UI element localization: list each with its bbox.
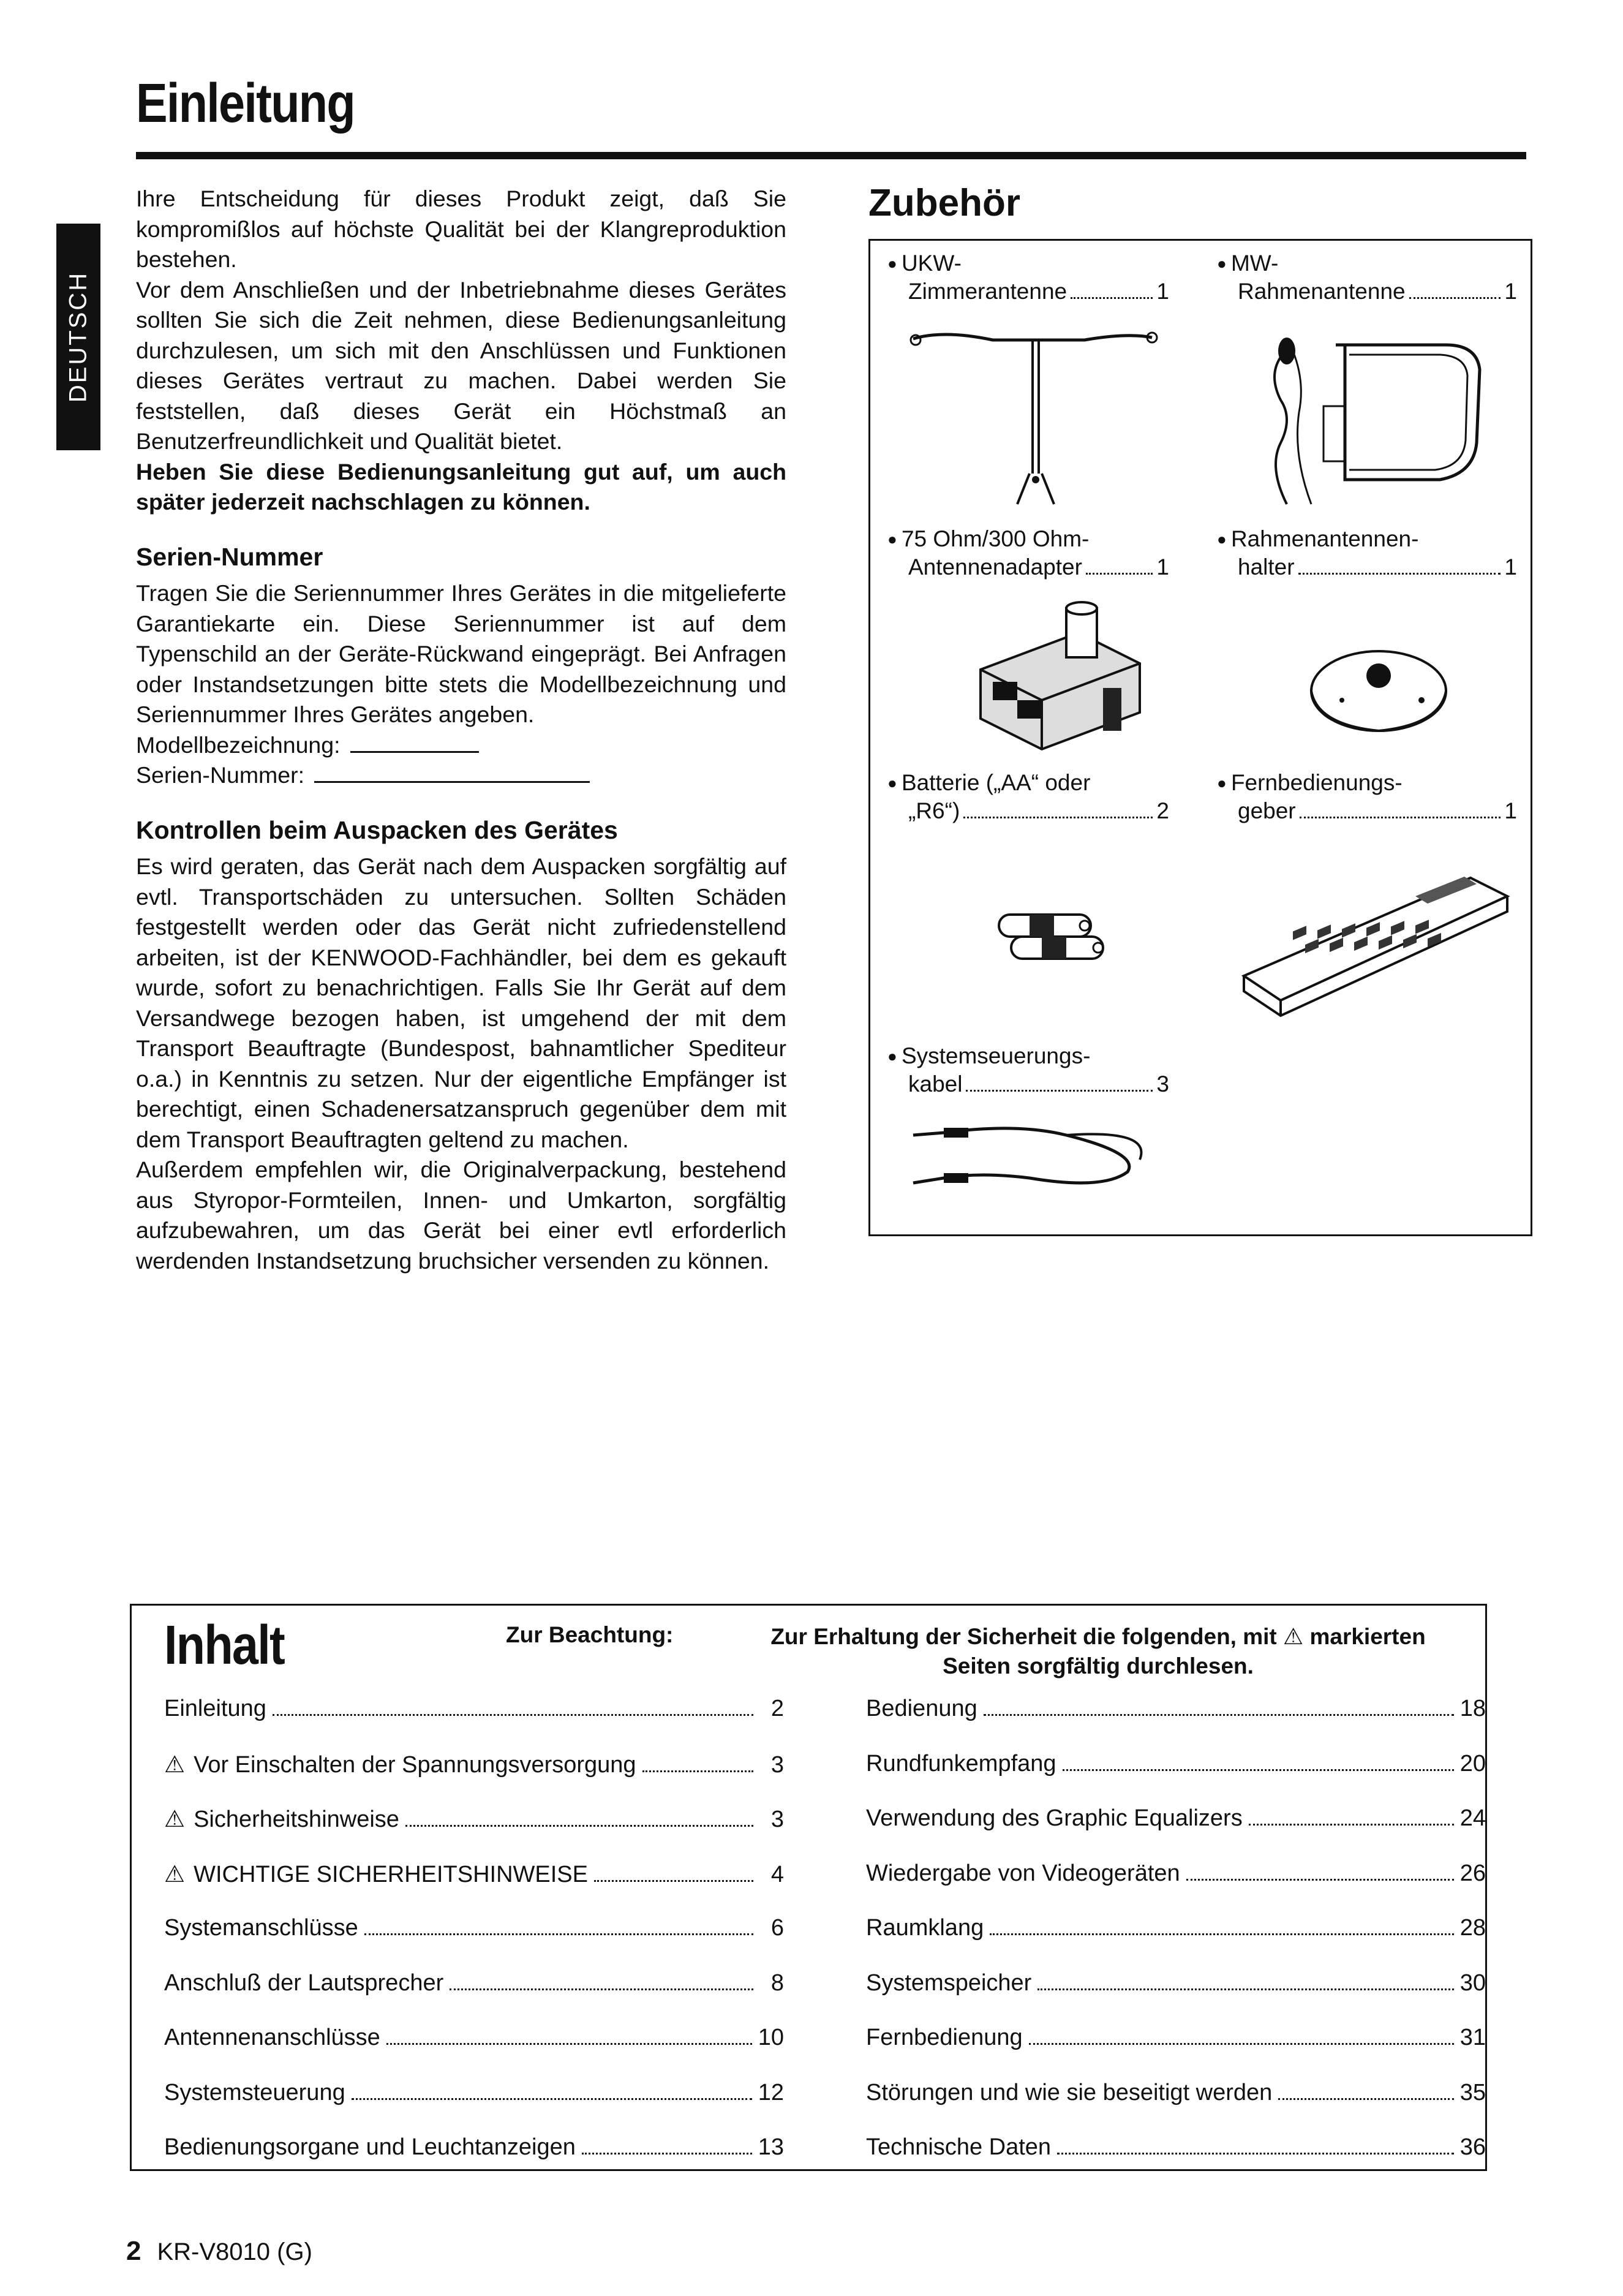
- toc-entry-page: 2: [770, 1696, 784, 1721]
- page-title: Einleitung: [136, 73, 355, 134]
- toc-entry-page: 31: [1459, 2025, 1486, 2050]
- accessory-line1: ● UKW-: [887, 249, 1169, 278]
- attention-text-part-2: markierten: [1309, 1624, 1426, 1649]
- toc-entry: [164, 1805, 784, 1836]
- intro-bold-note: Heben Sie diese Bedienungsanleitung gut auf, um auch später jederzeit nachschlagen zu können.: [136, 458, 786, 515]
- accessory-line1: ● Batterie („AA“ oder: [887, 769, 1169, 797]
- toc-entry-page: 35: [1459, 2079, 1486, 2105]
- toc-entry-label: Sicherheitshinweise: [194, 1807, 399, 1832]
- attention-text-part-1: Zur Erhaltung der Sicherheit die folgenden, mit: [770, 1624, 1277, 1649]
- toc-entry-page: 30: [1459, 1969, 1486, 1996]
- toc-entry-label: Verwendung des Graphic Equalizers: [866, 1805, 1243, 1831]
- antenna-adapter-icon: [956, 596, 1158, 755]
- toc-entry-label: Fernbedienung: [866, 2025, 1023, 2050]
- toc-entry-label: Technische Daten: [866, 2134, 1052, 2160]
- accessory-line1: ● Fernbedienungs-: [1217, 769, 1517, 797]
- toc-entry: [866, 1696, 1486, 1726]
- toc-entry-label: Bedienungsorgane und Leuchtanzeigen: [164, 2134, 576, 2160]
- accessory-line2: Zimmerantenne: [908, 279, 1068, 304]
- toc-entry: [164, 1751, 784, 1781]
- intro-paragraph-2: Vor dem Anschließen und der Inbetriebnahme dieses Gerätes sollten Sie sich die Zeit nehmen, diese Bedienungsanleitung durchzulesen, um sich mit den Anschlüssen und Funktionen dieses Gerätes vertraut zu machen. Dabei werden Sie feststellen, daß dieses Gerät ein Höchstmaß an Benutzerfreundlichkeit und Qualität bietet.: [136, 276, 786, 454]
- toc-entry-page: 3: [770, 1807, 784, 1832]
- accessory-qty: 1: [1504, 554, 1517, 580]
- page-footer: [126, 2236, 312, 2267]
- serial-fill-line: [314, 763, 590, 783]
- accessory-item: [887, 769, 1169, 825]
- warning-triangle-icon: ⚠: [164, 1751, 186, 1778]
- accessory-item: [887, 1042, 1169, 1098]
- accessory-line1: ● 75 Ohm/300 Ohm-: [887, 525, 1169, 553]
- toc-entry: [164, 2080, 784, 2110]
- accessory-line2: halter: [1238, 554, 1295, 580]
- toc-entry: [866, 2025, 1486, 2055]
- toc-entry-label: Raumklang: [866, 1915, 984, 1941]
- toc-entry: [164, 1696, 784, 1726]
- toc-entry-label: Anschluß der Lautsprecher: [164, 1969, 444, 1996]
- toc-entry: [866, 1915, 1486, 1946]
- toc-entry-label: Antennenanschlüsse: [164, 2025, 380, 2050]
- serial-field-row: [136, 760, 786, 791]
- toc-entry: [164, 2134, 784, 2165]
- antenna-holder-icon: [1299, 633, 1458, 743]
- intro-paragraph-1: Ihre Entscheidung für dieses Produkt zeigt, daß Sie kompromißlos auf höchste Qualität bei der Klangreproduktion bestehen.: [136, 186, 786, 272]
- toc-entry-page: 10: [758, 2025, 784, 2050]
- system-control-cable-icon: [907, 1111, 1170, 1196]
- serial-heading: Serien-Nummer: [136, 542, 323, 571]
- language-side-tab: [56, 224, 100, 450]
- accessory-line2: Rahmenantenne: [1238, 279, 1406, 304]
- toc-entry-label: Systemsteuerung: [164, 2079, 345, 2105]
- toc-entry: [866, 1751, 1486, 1781]
- accessory-item: [1217, 769, 1517, 825]
- serial-text: Tragen Sie die Seriennummer Ihres Gerätes in die mitgelieferte Garantiekarte ein. Diese Seriennummer ist auf dem Typenschild an der Geräte-Rückwand eingeprägt. Bei Anfragen oder Instandsetzungen bitte stets die Modellbezeichnung und Seriennummer Ihres Gerätes angeben.: [136, 580, 786, 727]
- toc-entry-page: 24: [1459, 1805, 1486, 1831]
- toc-entry: [164, 1860, 784, 1891]
- toc-entry: [866, 1970, 1486, 2001]
- accessory-line2: „R6“): [908, 798, 960, 823]
- attention-text: [709, 1622, 1487, 1681]
- toc-entry-label: Rundfunkempfang: [866, 1750, 1056, 1777]
- accessory-qty: 1: [1504, 798, 1517, 823]
- warning-triangle-icon: ⚠: [164, 1861, 186, 1887]
- toc-entry-page: 20: [1459, 1750, 1486, 1777]
- unpacking-heading: Kontrollen beim Auspacken des Gerätes: [136, 815, 618, 844]
- toc-entry-page: 8: [770, 1969, 784, 1996]
- toc-entry-page: 13: [758, 2134, 784, 2160]
- intro-column: [136, 184, 786, 1276]
- warning-triangle-icon: ⚠: [164, 1807, 186, 1832]
- toc-entry: [866, 2080, 1486, 2110]
- toc-entry-label: Einleitung: [164, 1696, 266, 1721]
- accessory-item: [887, 525, 1169, 581]
- fm-antenna-icon: [907, 327, 1164, 510]
- accessory-item: [1217, 525, 1517, 581]
- accessory-qty: 1: [1156, 554, 1169, 580]
- toc-entry-page: 4: [770, 1861, 784, 1887]
- attention-text-part-3: Seiten sorgfältig durchlesen.: [943, 1653, 1254, 1679]
- toc-entry-label: Störungen und wie sie beseitigt werden: [866, 2079, 1273, 2105]
- toc-entry-page: 6: [770, 1915, 784, 1941]
- toc-entry-label: Systemanschlüsse: [164, 1915, 358, 1941]
- unpacking-paragraph-1: Es wird geraten, das Gerät nach dem Auspacken sorgfältig auf evtl. Transportschäden zu untersuchen. Sollten Schäden festgestellt werden oder das Gerät nicht zufriedenstellend arbeiten, ist der KENWOOD-Fachhändler, bei dem es gekauft wurde, sofort zu benachrichtigen. Falls Sie Ihr Gerät auf dem Versandwege bezogen haben, ist umgehend der mit dem Transport Beauftragte (Bundespost, bahnamtlicher Spediteur o.a.) in Kenntnis zu setzen. Nur der eigentliche Empfänger ist berechtigt, einen Schadenersatzanspruch gegenüber dem mit dem Transport Beauftragten geltend zu machen.: [136, 853, 786, 1152]
- toc-entry: [164, 1970, 784, 2001]
- toc-entry-label: Bedienung: [866, 1696, 977, 1721]
- toc-entry-label: Systemspeicher: [866, 1969, 1032, 1996]
- page-number: 2: [126, 2236, 141, 2266]
- accessory-item: [1217, 249, 1517, 306]
- warning-triangle-icon: ⚠: [1283, 1624, 1304, 1649]
- accessory-qty: 2: [1156, 798, 1169, 823]
- accessory-qty: 1: [1504, 279, 1517, 304]
- accessory-line2: geber: [1238, 798, 1296, 823]
- toc-entry: [866, 1805, 1486, 1836]
- model-number: KR-V8010 (G): [157, 2238, 312, 2265]
- toc-entry: [866, 1860, 1486, 1891]
- title-rule: [136, 152, 1526, 159]
- model-label: Modellbezeichnung:: [136, 731, 341, 758]
- unpacking-paragraph-2: Außerdem empfehlen wir, die Originalverpackung, bestehend aus Styropor-Formteilen, Innen- und Umkarton, sorgfältig aufzubewahren, um das Gerät bei einer evtl erforderlich werdenden Instandsetzung bruchsicher versenden zu können.: [136, 1157, 786, 1274]
- accessory-qty: 1: [1156, 279, 1169, 304]
- toc-entry-label: WICHTIGE SICHERHEITSHINWEISE: [194, 1861, 588, 1887]
- serial-label: Serien-Nummer:: [136, 762, 305, 788]
- accessory-line2: Antennenadapter: [908, 554, 1082, 580]
- toc-entry-page: 12: [758, 2079, 784, 2105]
- toc-entry: [164, 2025, 784, 2055]
- toc-entry-page: 28: [1459, 1915, 1486, 1941]
- toc-entry-page: 26: [1459, 1860, 1486, 1886]
- accessory-line1: ● Systemseuerungs-: [887, 1042, 1169, 1070]
- toc-entry-label: Vor Einschalten der Spannungsversorgung: [194, 1751, 636, 1778]
- accessory-item: [887, 249, 1169, 306]
- accessories-title: Zubehör: [868, 182, 1020, 224]
- toc-entry-page: 3: [770, 1751, 784, 1778]
- contents-title: Inhalt: [164, 1615, 285, 1676]
- toc-entry-page: 36: [1459, 2134, 1486, 2160]
- remote-control-icon: [1232, 859, 1519, 1037]
- attention-label: Zur Beachtung:: [506, 1622, 674, 1647]
- accessories-box: [868, 239, 1532, 1236]
- toc-entry-page: 18: [1459, 1696, 1486, 1721]
- battery-icon: [993, 902, 1115, 970]
- accessory-qty: 3: [1156, 1071, 1169, 1097]
- toc-entry: [164, 1915, 784, 1946]
- accessory-line1: ● MW-: [1217, 249, 1517, 278]
- model-fill-line: [350, 733, 479, 753]
- side-tab-label: DEUTSCH: [64, 271, 92, 403]
- accessory-line2: kabel: [908, 1071, 963, 1097]
- toc-entry-label: Wiedergabe von Videogeräten: [866, 1860, 1180, 1886]
- model-field-row: [136, 730, 786, 761]
- am-loop-antenna-icon: [1244, 320, 1501, 516]
- accessory-line1: ● Rahmenantennen-: [1217, 525, 1517, 553]
- toc-entry: [866, 2134, 1486, 2165]
